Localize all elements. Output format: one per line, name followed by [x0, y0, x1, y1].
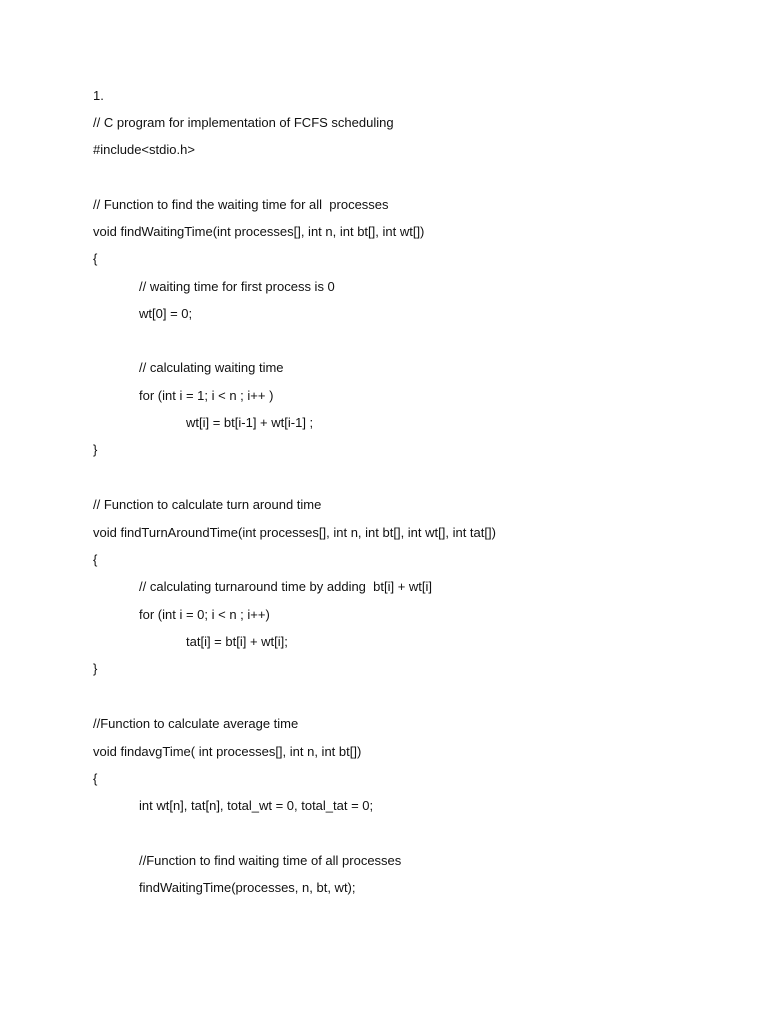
code-comment: // C program for implementation of FCFS scheduling	[93, 115, 394, 130]
code-brace-open: {	[93, 771, 98, 786]
list-number: 1.	[93, 88, 104, 103]
code-brace-open: {	[93, 552, 98, 567]
code-statement: tat[i] = bt[i] + wt[i];	[186, 634, 288, 649]
code-include: #include<stdio.h>	[93, 142, 195, 157]
code-function-signature: void findTurnAroundTime(int processes[], int n, int bt[], int wt[], int tat[])	[93, 525, 496, 540]
code-statement: wt[0] = 0;	[139, 306, 193, 321]
code-comment: // calculating turnaround time by adding bt[i] + wt[i]	[139, 579, 433, 594]
code-comment: //Function to find waiting time of all processes	[139, 853, 402, 868]
code-function-call: findWaitingTime(processes, n, bt, wt);	[139, 880, 356, 895]
code-statement: wt[i] = bt[i-1] + wt[i-1] ;	[186, 415, 314, 430]
code-comment: // Function to find the waiting time for all processes	[93, 197, 389, 212]
code-brace-open: {	[93, 251, 98, 266]
code-declaration: int wt[n], tat[n], total_wt = 0, total_tat = 0;	[139, 798, 374, 813]
code-for-loop: for (int i = 1; i < n ; i++ )	[139, 388, 274, 403]
code-function-signature: void findWaitingTime(int processes[], int n, int bt[], int wt[])	[93, 224, 425, 239]
code-comment: // Function to calculate turn around time	[93, 497, 322, 512]
code-brace-close: }	[93, 661, 98, 676]
code-comment: //Function to calculate average time	[93, 716, 299, 731]
code-comment: // calculating waiting time	[139, 360, 284, 375]
code-function-signature: void findavgTime( int processes[], int n, int bt[])	[93, 744, 362, 759]
code-brace-close: }	[93, 442, 98, 457]
code-comment: // waiting time for first process is 0	[139, 279, 335, 294]
code-for-loop: for (int i = 0; i < n ; i++)	[139, 607, 270, 622]
